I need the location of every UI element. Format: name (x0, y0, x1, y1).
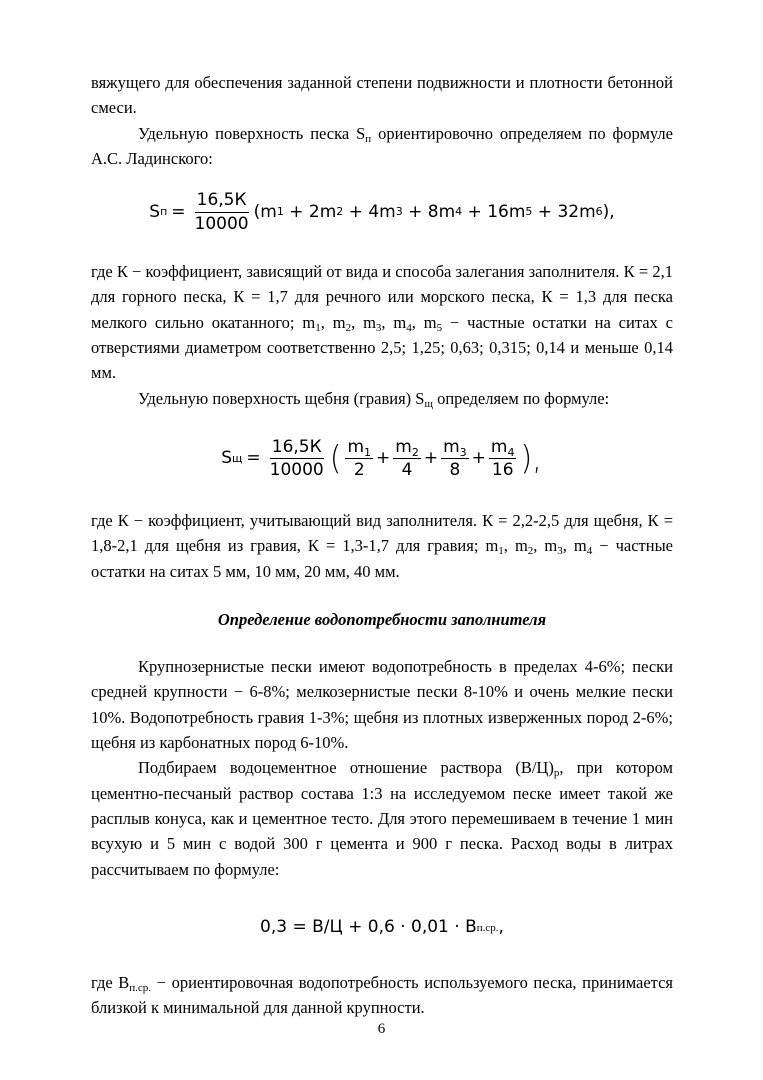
formula-sand-surface: S п = $\frac{16,5К}{10000}$ (m 1 + 2m 2 + 4m 3 + 8m 4 + 16m 5 + 32m 6 ), (149, 190, 615, 234)
fraction-m4: $\frac{m_4}{16}$ (490, 437, 515, 481)
fraction-m3: $\frac{m_3}{8}$ (443, 437, 467, 481)
fraction-coefficient: $\frac{16,5К}{10000}$ (269, 437, 324, 481)
formula-gravel-surface: S щ = $\frac{16,5К}{10000}$ ( $\frac{m_1}{2}$ + $\frac{m_2}{4}$ + $\frac{m_3}{8}$ + $\frac{m_4}{16}$ ), (221, 437, 542, 481)
paragraph-intro: вяжущего для обеспечения заданной степени подвижности и плотности бетонной смеси. (91, 73, 673, 118)
fraction-coefficient: $\frac{16,5К}{10000}$ (194, 190, 249, 234)
paragraph-sand-coefficient: где К − коэффициент, зависящий от вида и способа залегания заполнителя. К = 2,1 для горного песка, К = 1,7 для речного или морского песка, К = 1,3 для песка мелкого сильно окатанного; $m_1$, $m_2$, $m_3$, $m_4$, $m_5$ − частные остатки на ситах с отверстиями диаметром соответственно 2,5; 1,25; 0,63; 0,315; 0,14 и меньше 0,14 мм. (91, 262, 674, 383)
section-heading: Определение водопотребности заполнителя (217, 609, 547, 629)
paragraph-gravel-surface: Удельную поверхность щебня (гравия) $S_щ$ определяем по формуле: (138, 388, 610, 410)
document-page (91, 70, 673, 1020)
formula-water-ratio: 0,3 = В/Ц + 0,6 · 0,01 · В п.ср. , (260, 917, 504, 938)
paragraph-gravel-coefficient: где К − коэффициент, учитывающий вид заполнителя. К = 2,2-2,5 для щебня, К = 1,8-2,1 для щебня из гравия, К = 1,3-1,7 для гравия; $m_1$, $m_2$, $m_3$, $m_4$ − частные остатки на ситах 5 мм, 10 мм, 20 мм, 40 мм. (91, 510, 673, 581)
paragraph-water-cement: Подбираем водоцементное отношение раствора $(В/Ц)_р$, при котором цементно-песчаный раствор состава 1:3 на исследуемом песке имеет такой же расплыв конуса, как и цементное тесто. Для этого перемешиваем в течение 1 мин всухую и 5 мин с водой 300 г цемента и 900 г песка. Расход воды в литрах рассчитываем по формуле: (91, 758, 673, 879)
paragraph-sand-surface: Удельную поверхность песка $S_п$ ориентировочно определяем по формуле А.С. Ладинского: (91, 123, 673, 168)
paragraph-sand-water-demand: где $В_{п.ср.}$ − ориентировочная водопотребность используемого песка, принимается близкой к минимальной для данной крупности. (91, 972, 674, 1018)
page-number: 6 (377, 1021, 386, 1037)
fraction-m2: $\frac{m_2}{4}$ (395, 437, 419, 481)
fraction-m1: $\frac{m_1}{2}$ (347, 437, 372, 481)
paragraph-water-demand: Крупнозернистые пески имеют водопотребность в пределах 4-6%; пески средней крупности − 6-8%; мелкозернистые пески 8-10% и очень мелкие пески 10%. Водопотребность гравия 1-3%; щебня из плотных изверженных пород 2-6%; щебня из карбонатных пород 6-10%. (91, 657, 673, 753)
